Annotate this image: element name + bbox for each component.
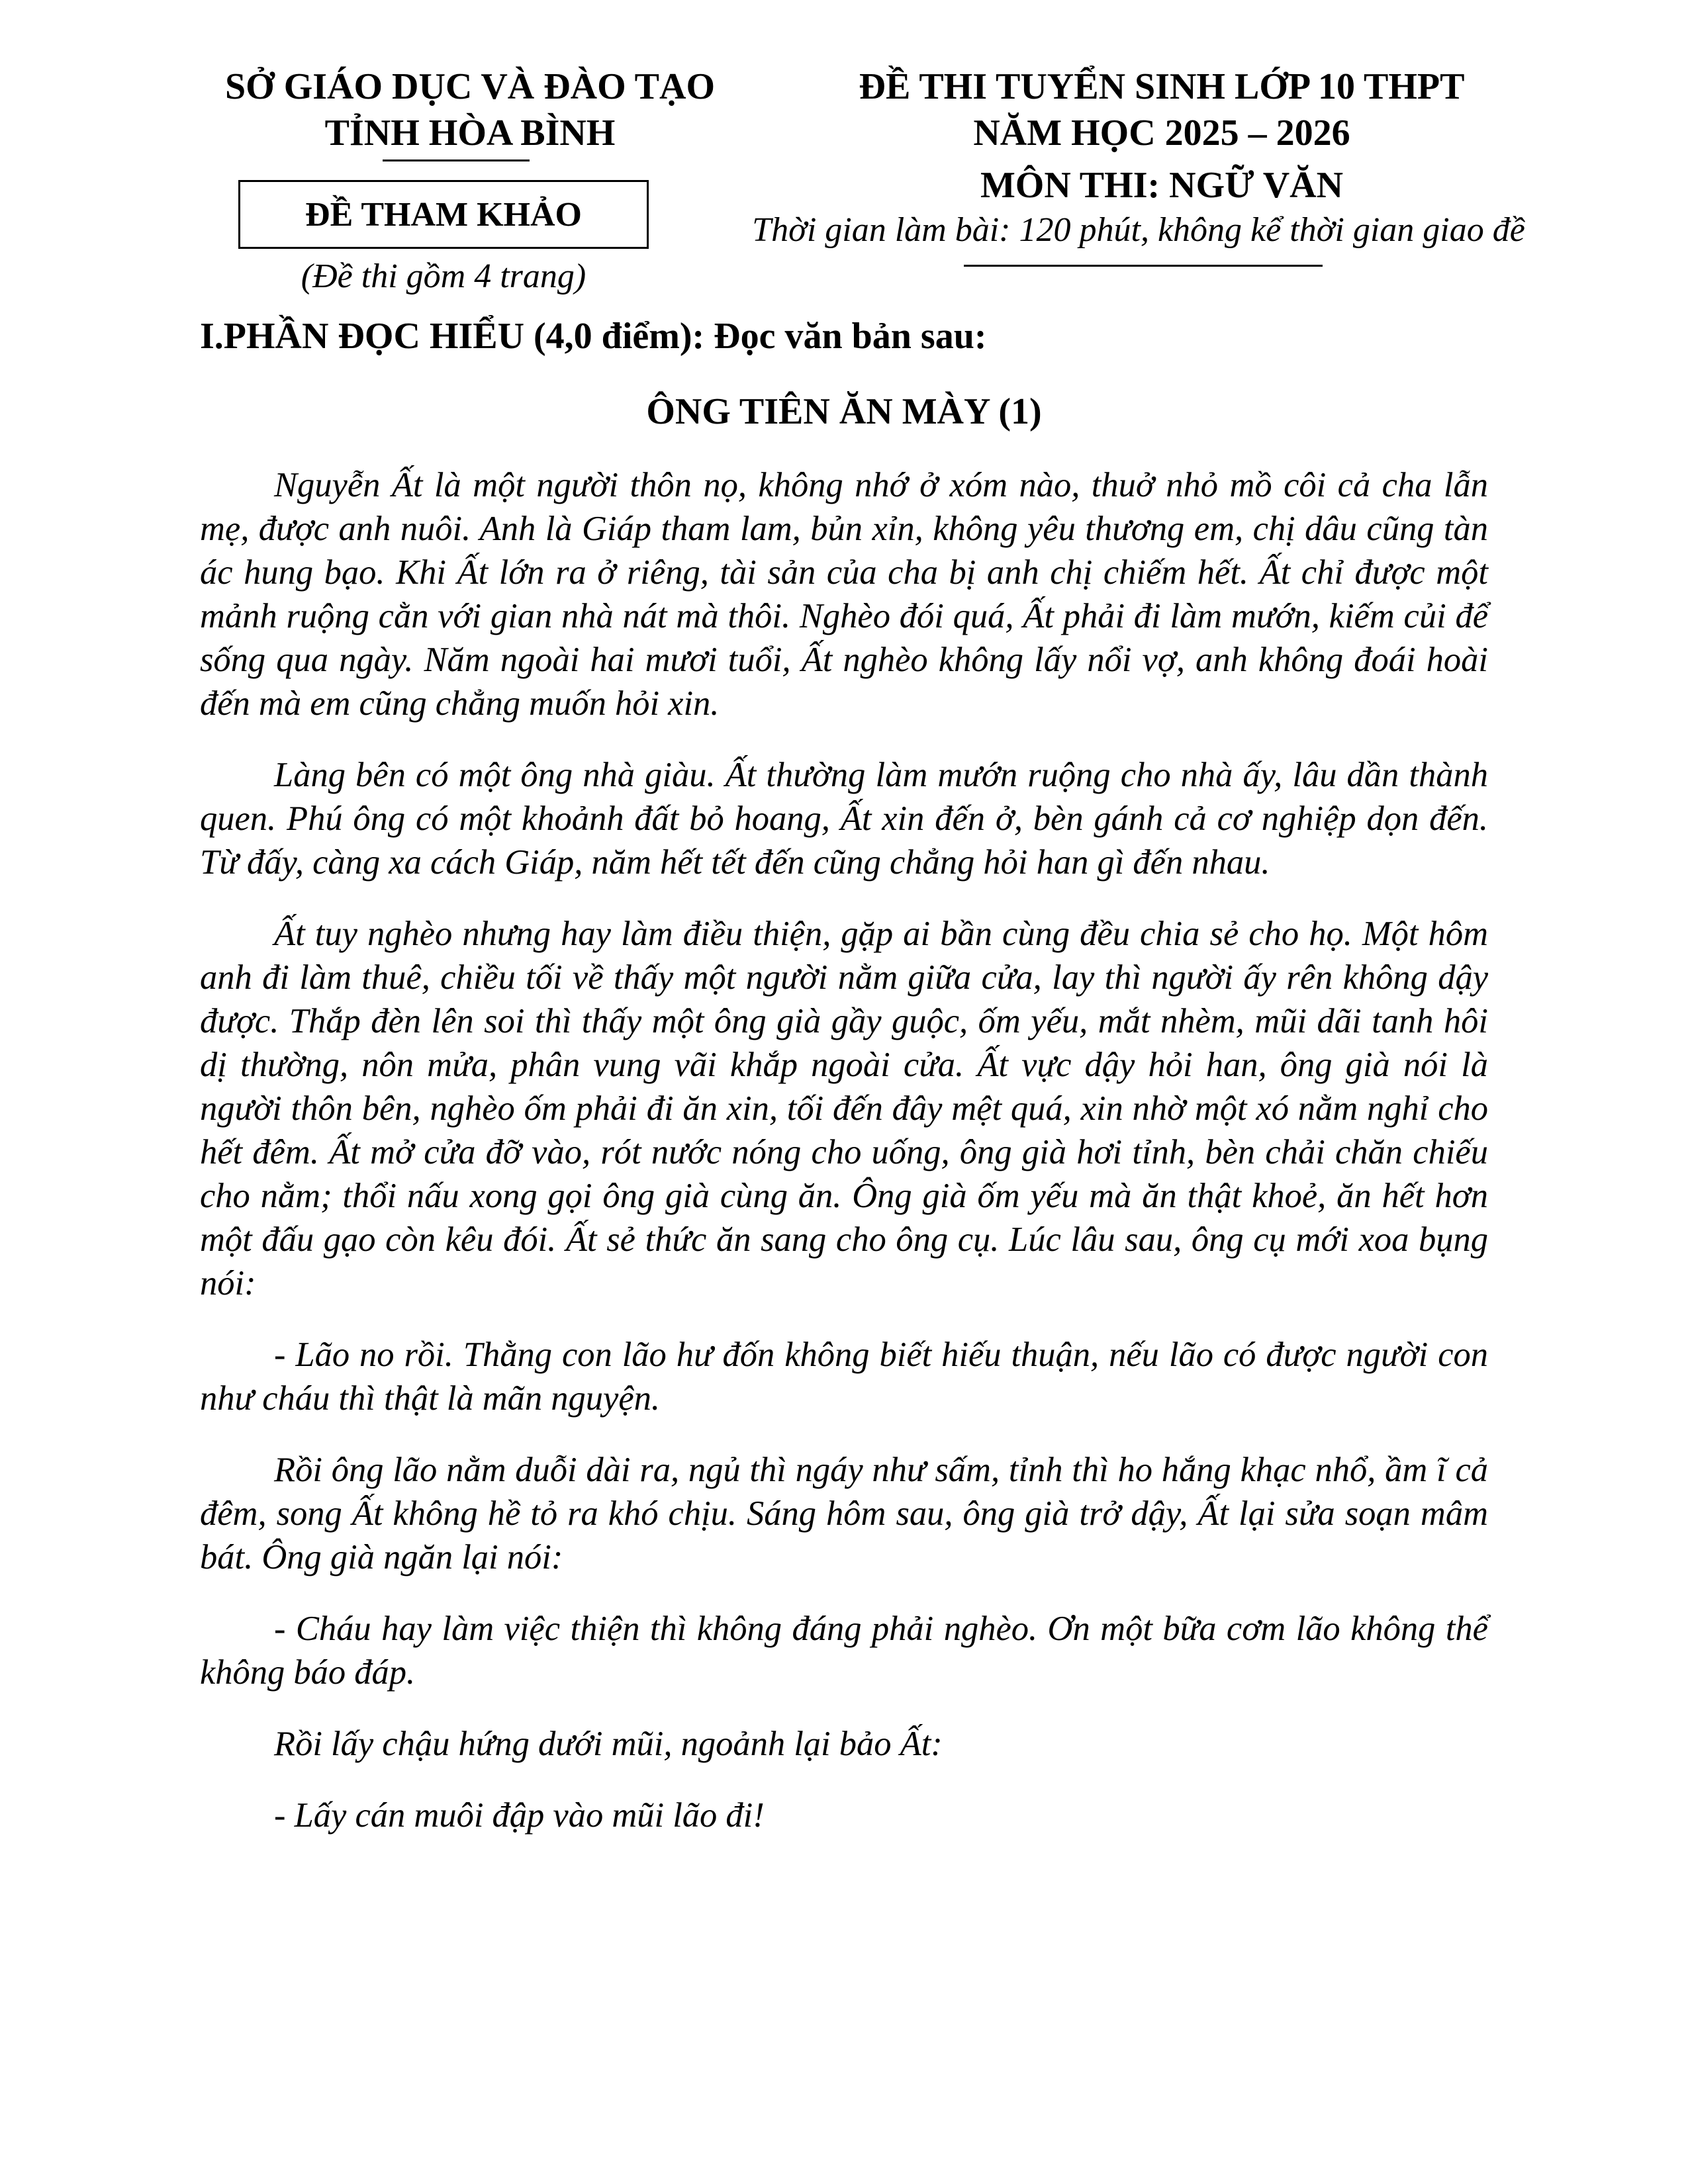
reference-label: ĐỀ THAM KHẢO — [305, 195, 582, 234]
pages-note: (Đề thi gồm 4 trang) — [301, 257, 586, 295]
province-name: TỈNH HÒA BÌNH — [324, 113, 616, 154]
story-paragraph: - Cháu hay làm việc thiện thì không đáng phải nghèo. Ơn một bữa cơm lão không thể không báo đáp. — [200, 1610, 1488, 1692]
section-heading: I.PHẦN ĐỌC HIỂU (4,0 điểm): Đọc văn bản sau: — [200, 316, 987, 357]
issuer-underline — [383, 159, 530, 161]
reference-exam-box — [238, 180, 649, 249]
department-name: SỞ GIÁO DỤC VÀ ĐÀO TẠO — [224, 66, 716, 107]
issuer-block — [199, 64, 741, 156]
story-paragraph: Rồi ông lão nằm duỗi dài ra, ngủ thì ngáy như sấm, tỉnh thì ho hắng khạc nhổ, ầm ĩ cả đêm, song Ất không hề tỏ ra khó chịu. Sáng hôm sau, ông già trở dậy, Ất lại sửa soạn mâm bát. Ông già ngăn lại nói: — [200, 1451, 1488, 1576]
story-paragraph: Ất tuy nghèo nhưng hay làm điều thiện, gặp ai bần cùng đều chia sẻ cho họ. Một hôm anh đi làm thuê, chiều tối về thấy một người nằm giữa cửa, lay thì người ấy rên không dậy được. Thắp đèn lên soi thì thấy một ông già gầy guộc, ốm yếu, mắt nhèm, mũi dãi tanh hôi dị thường, nôn mửa, phân vung vãi khắp ngoài cửa. Ất vực dậy hỏi han, ông già nói là người thôn bên, nghèo ốm phải đi ăn xin, tối đến đây mệt quá, xin nhờ một xó nằm nghỉ cho hết đêm. Ất mở cửa đỡ vào, rót nước nóng cho uống, ông già hơi tỉnh, bèn chải chăn chiếu cho nằm; thổi nấu xong gọi ông già cùng ăn. Ông già ốm yếu mà ăn thật khoẻ, ăn hết hơn một đấu gạo còn kêu đói. Ất sẻ thức ăn sang cho ông cụ. Lúc lâu sau, ông cụ mới xoa bụng nói: — [200, 915, 1488, 1302]
story-paragraph: - Lấy cán muôi đập vào mũi lão đi! — [274, 1796, 765, 1835]
story-body — [200, 463, 1488, 1865]
story-paragraph: Làng bên có một ông nhà giàu. Ất thường làm mướn ruộng cho nhà ấy, lâu dần thành quen. Phú ông có một khoảnh đất bỏ hoang, Ất xin đến ở, bèn gánh cả cơ nghiệp dọn đến. Từ đấy, càng xa cách Giáp, năm hết tết đến cũng chẳng hỏi han gì đến nhau. — [200, 756, 1488, 882]
story-title: ÔNG TIÊN ĂN MÀY (1) — [646, 391, 1042, 432]
story-paragraph: Rồi lấy chậu hứng dưới mũi, ngoảnh lại bảo Ất: — [274, 1725, 943, 1763]
time-underline — [964, 265, 1323, 267]
subject-title: MÔN THI: NGỮ VĂN — [980, 165, 1344, 206]
story-paragraph: - Lão no rồi. Thằng con lão hư đốn không biết hiếu thuận, nếu lão có được người con như cháu thì thật là mãn nguyện. — [200, 1336, 1488, 1418]
time-allowed: Thời gian làm bài: 120 phút, không kể thời gian giao đề — [752, 211, 1525, 249]
school-year: NĂM HỌC 2025 – 2026 — [973, 113, 1350, 154]
exam-title: ĐỀ THI TUYỂN SINH LỚP 10 THPT — [859, 66, 1465, 107]
exam-title-block — [794, 64, 1529, 156]
story-paragraph: Nguyễn Ất là một người thôn nọ, không nhớ ở xóm nào, thuở nhỏ mồ côi cả cha lẫn mẹ, được anh nuôi. Anh là Giáp tham lam, bủn xỉn, không yêu thương em, chị dâu cũng tàn ác hung bạo. Khi Ất lớn ra ở riêng, tài sản của cha bị anh chị chiếm hết. Ất chỉ được một mảnh ruộng cằn với gian nhà nát mà thôi. Nghèo đói quá, Ất phải đi làm mướn, kiếm củi để sống qua ngày. Năm ngoài hai mươi tuổi, Ất nghèo không lấy nổi vợ, anh không đoái hoài đến mà em cũng chẳng muốn hỏi xin. — [200, 466, 1488, 723]
